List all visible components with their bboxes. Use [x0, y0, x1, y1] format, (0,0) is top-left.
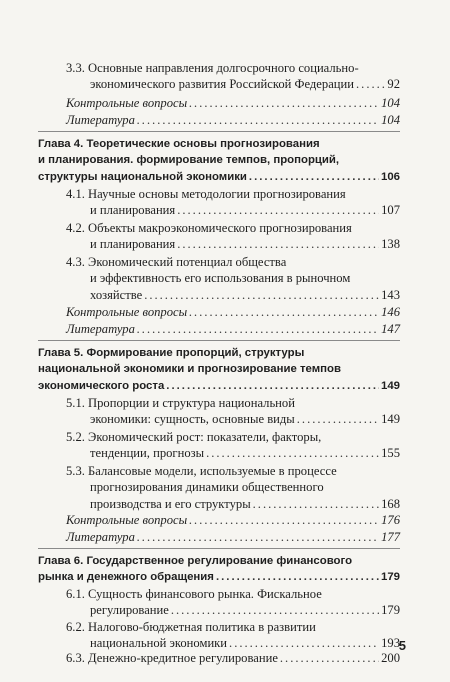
toc-entry-title: 5.1. Пропорции и структура национальной [66, 396, 295, 410]
dot-leader [144, 287, 379, 303]
toc-entry-title: национальной экономики [90, 636, 228, 651]
dot-leader [166, 378, 379, 394]
toc-entry-title: Контрольные вопросы [66, 305, 188, 319]
toc-entry-title: 4.3. Экономический потенциал общества [66, 255, 287, 269]
toc-page-number: 200 [381, 651, 400, 665]
dot-leader [137, 321, 379, 337]
dot-leader [177, 236, 379, 252]
toc-entry-title: 6.1. Сущность финансового рынка. Фискальное [66, 587, 322, 601]
toc-page-number: 104 [381, 96, 400, 110]
toc-entry-title: Литература [66, 322, 135, 336]
toc-entry-title: и планирования. формирование темпов, пропорций, [38, 154, 340, 167]
toc-page-number: 138 [381, 237, 400, 252]
toc-page-number: 177 [381, 530, 400, 544]
dot-leader [280, 650, 379, 666]
toc-page-number: 92 [387, 77, 400, 92]
dot-leader [249, 169, 379, 185]
dot-leader [137, 112, 379, 128]
toc-entry-title: Глава 5. Формирование пропорций, структуры [38, 347, 305, 359]
chapter-divider [38, 548, 400, 549]
dot-leader [297, 411, 379, 427]
toc-entry-title: Глава 6. Государственное регулирование финансового [38, 555, 353, 567]
toc-entry-title: и планирования [90, 203, 176, 218]
toc-page-number: 107 [381, 203, 400, 218]
dot-leader [356, 76, 385, 92]
toc-entry-title: 3.3. Основные направления долгосрочного социально- [66, 61, 359, 75]
toc-page-number: 146 [381, 305, 400, 319]
toc-page-number: 193 [381, 636, 400, 651]
toc-entry-title: экономического развития Российской Федерации [90, 77, 355, 92]
toc-entry-title: и планирования [90, 237, 176, 252]
dot-leader [137, 529, 379, 545]
toc-entry-title: рынка и денежного обращения [38, 571, 214, 584]
chapter-divider [38, 131, 400, 132]
toc-page-number: 179 [380, 571, 400, 584]
toc-page-number: 104 [381, 113, 400, 127]
toc-entry-title: национальной экономики и прогнозирование темпов [38, 363, 341, 376]
toc-entry-title: 4.2. Объекты макроэкономического прогнозирования [66, 221, 352, 235]
toc-entry-title: структуры национальной экономики [38, 170, 247, 183]
toc-entry-title: 4.1. Научные основы методологии прогнозирования [66, 187, 346, 201]
toc-entry-title: регулирование [90, 603, 169, 618]
toc-page-number: 179 [381, 603, 400, 618]
toc-page-number: 149 [381, 412, 400, 427]
toc-page-number: 176 [381, 513, 400, 527]
dot-leader [189, 304, 379, 320]
toc-entry-title: прогнозирования динамики общественного [90, 480, 324, 495]
dot-leader [171, 602, 379, 618]
toc-entry-title: Контрольные вопросы [66, 513, 188, 527]
dot-leader [229, 635, 379, 651]
toc-page-number: 155 [381, 446, 400, 461]
toc-entry-title: Литература [66, 530, 135, 544]
toc-entry-title: хозяйстве [90, 287, 143, 302]
toc-page-number: 143 [381, 287, 400, 302]
toc-entry-title: производства и его структуры [90, 496, 251, 511]
toc-page-number: 147 [381, 322, 400, 336]
dot-leader [189, 95, 379, 111]
dot-leader [177, 202, 379, 218]
dot-leader [206, 445, 379, 461]
toc-page-number: 149 [380, 379, 400, 392]
toc-entry-title: 6.3. Денежно-кредитное регулирование [66, 651, 278, 665]
toc-entry-title: 6.2. Налогово-бюджетная политика в развитии [66, 620, 316, 634]
toc-page-number: 168 [381, 496, 400, 511]
toc-entry-title: Глава 4. Теоретические основы прогнозирования [38, 138, 320, 150]
toc-entry-title: Литература [66, 113, 135, 127]
toc-entry-title: Контрольные вопросы [66, 96, 188, 110]
dot-leader [253, 496, 379, 512]
dot-leader [189, 512, 379, 528]
toc-entry-title: 5.2. Экономический рост: показатели, факторы, [66, 430, 322, 444]
toc-entry-title: тенденции, прогнозы [90, 446, 205, 461]
toc-entry-title: экономического роста [38, 379, 165, 392]
chapter-divider [38, 340, 400, 341]
toc-page-number: 106 [380, 170, 400, 183]
toc-entry-title: 5.3. Балансовые модели, используемые в процессе [66, 464, 337, 478]
toc-entry-title: и эффективность его использования в рыночном [90, 271, 351, 286]
dot-leader [216, 569, 379, 585]
page-number: 5 [398, 638, 406, 653]
toc-entry-title: экономики: сущность, основные виды [90, 412, 295, 427]
